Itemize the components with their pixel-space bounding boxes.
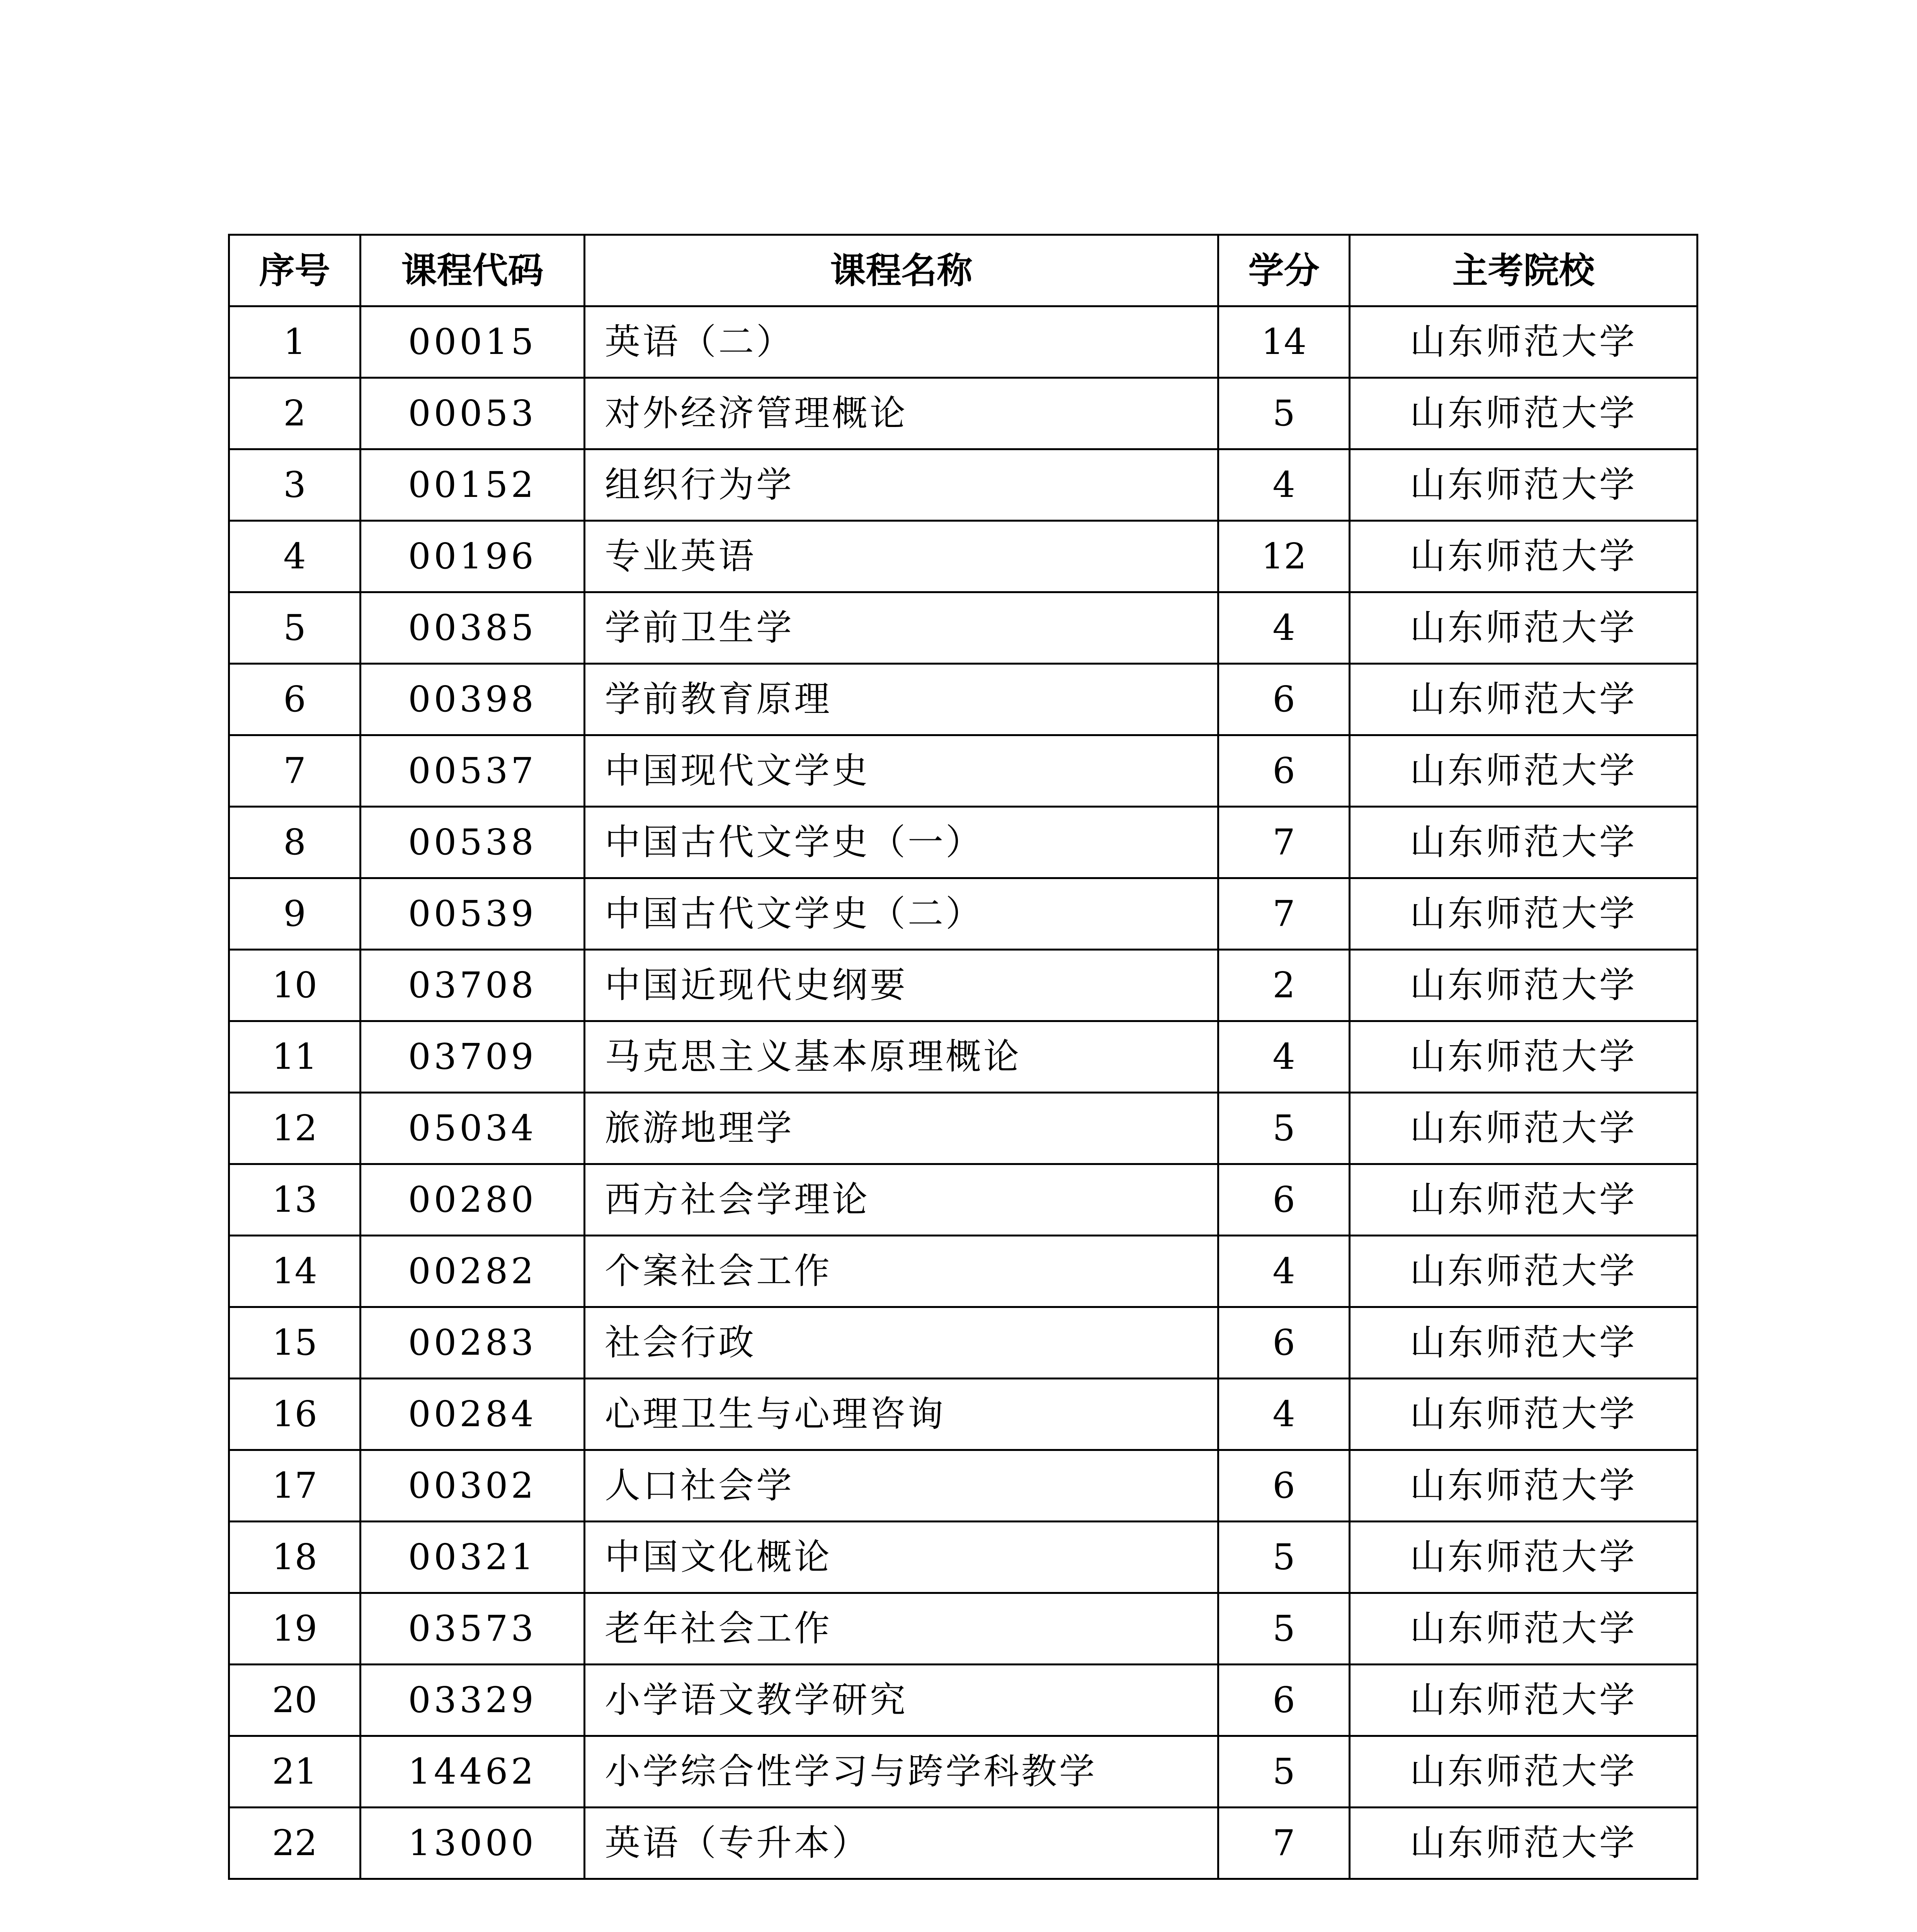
school-cell: 山东师范大学 [1350,664,1698,735]
name-cell: 中国古代文学史（二） [585,878,1218,950]
credit-cell: 2 [1218,950,1350,1021]
name-cell: 专业英语 [585,521,1218,592]
table-row [229,1593,1698,1665]
name-cell: 学前教育原理 [585,664,1218,735]
seq-cell: 3 [229,449,361,521]
name-cell: 学前卫生学 [585,592,1218,664]
credit-cell: 5 [1218,1522,1350,1593]
seq-cell: 10 [229,950,361,1021]
name-cell: 中国文化概论 [585,1522,1218,1593]
table-body [229,306,1698,1879]
credit-cell: 4 [1218,449,1350,521]
table-row [229,1379,1698,1450]
table-row [229,521,1698,592]
code-cell: 05034 [361,1093,585,1164]
seq-cell: 15 [229,1307,361,1379]
seq-cell: 2 [229,378,361,449]
code-cell: 00537 [361,735,585,807]
code-cell: 00282 [361,1236,585,1307]
credit-cell: 6 [1218,735,1350,807]
table-row [229,1450,1698,1522]
name-cell: 旅游地理学 [585,1093,1218,1164]
credit-cell: 4 [1218,592,1350,664]
school-cell: 山东师范大学 [1350,306,1698,378]
code-cell: 00280 [361,1164,585,1236]
name-cell: 小学语文教学研究 [585,1665,1218,1736]
code-cell: 00385 [361,592,585,664]
name-cell: 中国近现代史纲要 [585,950,1218,1021]
seq-cell: 9 [229,878,361,950]
code-cell: 03709 [361,1021,585,1093]
seq-cell: 5 [229,592,361,664]
credit-cell: 5 [1218,1093,1350,1164]
code-cell: 00398 [361,664,585,735]
credit-cell: 6 [1218,1164,1350,1236]
course-table-shandong-normal [228,234,1698,1880]
seq-cell: 16 [229,1379,361,1450]
table-row [229,1164,1698,1236]
credit-cell: 12 [1218,521,1350,592]
school-cell: 山东师范大学 [1350,1307,1698,1379]
credit-cell: 5 [1218,1736,1350,1808]
school-cell: 山东师范大学 [1350,1808,1698,1879]
seq-cell: 1 [229,306,361,378]
table-row [229,1665,1698,1736]
credit-cell: 5 [1218,1593,1350,1665]
code-cell: 00302 [361,1450,585,1522]
seq-cell: 22 [229,1808,361,1879]
code-cell: 03329 [361,1665,585,1736]
school-cell: 山东师范大学 [1350,1522,1698,1593]
code-cell: 00196 [361,521,585,592]
school-cell: 山东师范大学 [1350,1736,1698,1808]
table-row [229,1522,1698,1593]
name-cell: 中国现代文学史 [585,735,1218,807]
school-cell: 山东师范大学 [1350,1450,1698,1522]
header-name: 课程名称 [585,235,1218,306]
school-cell: 山东师范大学 [1350,449,1698,521]
table-row [229,1808,1698,1879]
seq-cell: 11 [229,1021,361,1093]
code-cell: 00283 [361,1307,585,1379]
table-row [229,1021,1698,1093]
credit-cell: 7 [1218,807,1350,878]
school-cell: 山东师范大学 [1350,735,1698,807]
credit-cell: 7 [1218,878,1350,950]
name-cell: 心理卫生与心理咨询 [585,1379,1218,1450]
name-cell: 中国古代文学史（一） [585,807,1218,878]
seq-cell: 4 [229,521,361,592]
school-cell: 山东师范大学 [1350,1093,1698,1164]
school-cell: 山东师范大学 [1350,1021,1698,1093]
header-credit: 学分 [1218,235,1350,306]
credit-cell: 4 [1218,1379,1350,1450]
name-cell: 社会行政 [585,1307,1218,1379]
seq-cell: 12 [229,1093,361,1164]
code-cell: 03708 [361,950,585,1021]
school-cell: 山东师范大学 [1350,878,1698,950]
table-row [229,664,1698,735]
school-cell: 山东师范大学 [1350,592,1698,664]
table-row [229,1093,1698,1164]
code-cell: 00539 [361,878,585,950]
code-cell: 03573 [361,1593,585,1665]
code-cell: 00053 [361,378,585,449]
seq-cell: 14 [229,1236,361,1307]
school-cell: 山东师范大学 [1350,1236,1698,1307]
credit-cell: 14 [1218,306,1350,378]
table-row [229,1307,1698,1379]
header-row [229,235,1698,306]
school-cell: 山东师范大学 [1350,1593,1698,1665]
seq-cell: 21 [229,1736,361,1808]
code-cell: 00321 [361,1522,585,1593]
name-cell: 英语（专升本） [585,1808,1218,1879]
table-row [229,1736,1698,1808]
header-seq: 序号 [229,235,361,306]
school-cell: 山东师范大学 [1350,950,1698,1021]
name-cell: 小学综合性学习与跨学科教学 [585,1736,1218,1808]
school-cell: 山东师范大学 [1350,807,1698,878]
table-row [229,807,1698,878]
seq-cell: 13 [229,1164,361,1236]
credit-cell: 6 [1218,1450,1350,1522]
code-cell: 00015 [361,306,585,378]
table-row [229,378,1698,449]
name-cell: 组织行为学 [585,449,1218,521]
code-cell: 14462 [361,1736,585,1808]
credit-cell: 6 [1218,1665,1350,1736]
code-cell: 13000 [361,1808,585,1879]
table-row [229,592,1698,664]
seq-cell: 8 [229,807,361,878]
name-cell: 老年社会工作 [585,1593,1218,1665]
credit-cell: 4 [1218,1236,1350,1307]
table-row [229,950,1698,1021]
credit-cell: 6 [1218,664,1350,735]
table-row [229,735,1698,807]
school-cell: 山东师范大学 [1350,1379,1698,1450]
header-code: 课程代码 [361,235,585,306]
header-school: 主考院校 [1350,235,1698,306]
credit-cell: 4 [1218,1021,1350,1093]
school-cell: 山东师范大学 [1350,1665,1698,1736]
name-cell: 英语（二） [585,306,1218,378]
code-cell: 00152 [361,449,585,521]
seq-cell: 18 [229,1522,361,1593]
table-header [229,235,1698,306]
school-cell: 山东师范大学 [1350,1164,1698,1236]
name-cell: 对外经济管理概论 [585,378,1218,449]
table-row [229,878,1698,950]
credit-cell: 6 [1218,1307,1350,1379]
table-row [229,449,1698,521]
name-cell: 西方社会学理论 [585,1164,1218,1236]
table-row [229,1236,1698,1307]
seq-cell: 7 [229,735,361,807]
seq-cell: 19 [229,1593,361,1665]
name-cell: 个案社会工作 [585,1236,1218,1307]
seq-cell: 17 [229,1450,361,1522]
school-cell: 山东师范大学 [1350,521,1698,592]
code-cell: 00538 [361,807,585,878]
school-cell: 山东师范大学 [1350,378,1698,449]
credit-cell: 7 [1218,1808,1350,1879]
seq-cell: 6 [229,664,361,735]
name-cell: 人口社会学 [585,1450,1218,1522]
code-cell: 00284 [361,1379,585,1450]
credit-cell: 5 [1218,378,1350,449]
table-row [229,306,1698,378]
name-cell: 马克思主义基本原理概论 [585,1021,1218,1093]
seq-cell: 20 [229,1665,361,1736]
